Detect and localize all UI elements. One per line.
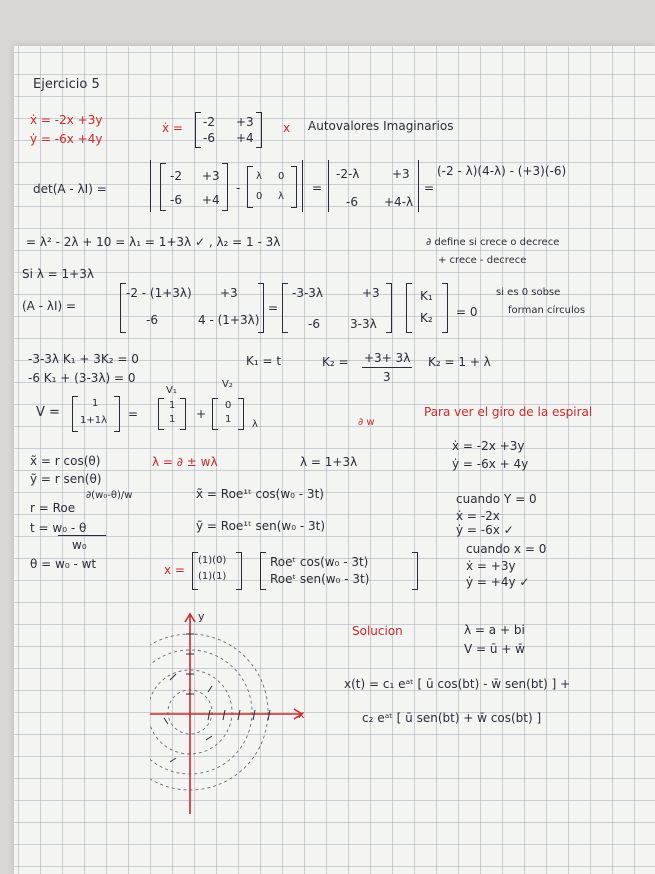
vec-eq: =	[128, 407, 139, 421]
det2-12: +3	[392, 167, 410, 181]
case-lambda: Si λ = 1+3λ	[22, 267, 94, 281]
det-a21: -6	[170, 193, 182, 207]
v1-bracket	[180, 398, 186, 430]
det-bar-right	[302, 160, 303, 212]
lambda-21: 0	[256, 191, 263, 202]
fraction-line	[58, 535, 106, 536]
lambda-11: λ	[256, 171, 262, 182]
det-eq: =	[312, 181, 323, 195]
x-axis-label: x	[298, 708, 305, 721]
spiral-curves	[150, 634, 268, 790]
x-ticks	[208, 710, 270, 720]
growth-note-2: + crece - decrece	[438, 255, 527, 266]
matrix-bracket-left	[195, 112, 201, 148]
k1-value: K₁ = t	[246, 354, 282, 368]
v2-bracket	[238, 398, 244, 430]
vec-a1: 1	[92, 398, 99, 409]
polar-r-exp: ∂(w₀-θ)/w	[86, 490, 133, 501]
case-eq0: = 0	[456, 305, 478, 319]
field-arrow	[164, 718, 168, 724]
k-bracket	[406, 283, 412, 333]
det-lhs: det(A - λI) =	[33, 182, 107, 196]
polar-t: t = w₀ - θ	[30, 521, 87, 535]
case-p12: +3	[220, 286, 238, 300]
v1-label: V₁	[166, 385, 177, 396]
polar-y: ỹ = r sen(θ)	[30, 472, 102, 486]
field-arrow	[170, 758, 176, 762]
solution-lambda: λ = a + bi	[464, 623, 525, 637]
case2-bracket	[282, 283, 288, 333]
case-lhs: (A - λI) =	[22, 299, 77, 313]
det-eq2: =	[424, 181, 435, 195]
matsol-m2: (1)(1)	[198, 571, 227, 582]
matsol-x: x =	[164, 563, 185, 577]
v2-bracket	[212, 398, 218, 430]
det-result: (-2 - λ)(4-λ) - (+3)(-6)	[437, 164, 567, 178]
field-arrow	[206, 736, 212, 740]
v2-c2: 1	[225, 414, 232, 425]
polar-t-den: w₀	[72, 538, 87, 552]
vec-bracket	[114, 396, 120, 432]
matsol-row1: Roeᵗ cos(w₀ - 3t)	[270, 555, 369, 569]
v2-lambda: λ	[252, 419, 258, 430]
det2-11: -2-λ	[336, 167, 360, 181]
spiral-title: Para ver el giro de la espiral	[424, 405, 593, 419]
matsol-bracket	[236, 552, 242, 590]
vec-plus: +	[196, 407, 207, 421]
k2: K₂	[420, 311, 433, 325]
k2-num: +3+ 3λ	[364, 351, 411, 365]
det-minus: -	[236, 181, 241, 195]
y-axis-label: y	[198, 610, 205, 623]
k1: K₁	[420, 289, 433, 303]
case-note1: si es 0 sobse	[496, 287, 561, 298]
det-bracket	[222, 163, 228, 211]
matsol-bracket2	[260, 552, 266, 590]
case-p21: -6	[146, 313, 158, 327]
det-bar-left	[150, 160, 151, 212]
check-case2b: ẏ = +4y ✓	[466, 575, 530, 589]
v2-label: V₂	[222, 379, 233, 390]
lambda-value: λ = 1+3λ	[300, 455, 358, 469]
lambda-complex: λ = ∂ ± wλ	[152, 455, 218, 469]
lambda-22: λ	[278, 191, 284, 202]
spiral-ring	[150, 650, 252, 774]
k-bracket	[442, 283, 448, 333]
char-polynomial: = λ² - 2λ + 10 = λ₁ = 1+3λ ✓ , λ₂ = 1 - 3λ	[26, 235, 281, 249]
y-solution: ỹ = Roe¹ᵗ sen(w₀ - 3t)	[196, 519, 325, 533]
fraction-line	[362, 367, 412, 368]
case-bracket	[258, 283, 264, 333]
check-case1b: ẏ = -6x ✓	[456, 523, 514, 537]
det2-bar-right	[418, 160, 419, 212]
exercise-title: Ejercicio 5	[33, 77, 100, 92]
matrix-a11: -2	[203, 115, 215, 129]
check-case2: cuando x = 0	[466, 542, 547, 556]
x-solution: x̃ = Roe¹ᵗ cos(w₀ - 3t)	[196, 487, 324, 501]
det-bracket	[160, 163, 166, 211]
v2-c1: 0	[225, 400, 232, 411]
det2-22: +4-λ	[384, 195, 414, 209]
check-case1: cuando Y = 0	[456, 492, 537, 506]
solve-row2: -6 K₁ + (3-3λ) = 0	[28, 371, 136, 385]
case-q21: -6	[308, 317, 320, 331]
matsol-bracket2	[412, 552, 418, 590]
case-p22: 4 - (1+3λ)	[198, 313, 260, 327]
x-vector: x	[283, 121, 291, 135]
matsol-row2: Roeᵗ sen(w₀ - 3t)	[270, 572, 370, 586]
v1-b1: 1	[169, 400, 176, 411]
case-q12: +3	[362, 286, 380, 300]
check-case2a: ẋ = +3y	[466, 559, 516, 573]
direction-field	[164, 674, 212, 762]
k2-den: 3	[383, 370, 391, 384]
det-a22: +4	[202, 193, 220, 207]
eigen-note: Autovalores Imaginarios	[308, 119, 454, 133]
system-eq1: ẋ = -2x +3y	[30, 113, 103, 127]
vec-bracket	[72, 396, 78, 432]
case2-bracket	[386, 283, 392, 333]
field-arrow	[208, 686, 212, 692]
solution-label: Solucion	[352, 624, 403, 638]
matrix-bracket-right	[256, 112, 262, 148]
v1-b2: 1	[169, 414, 176, 425]
case-eq: =	[268, 301, 279, 315]
k2-result: K₂ = 1 + λ	[428, 355, 491, 369]
spiral-ring	[150, 670, 232, 754]
case-note2: forman círculos	[508, 305, 586, 316]
system-eq2: ẏ = -6x +4y	[30, 132, 103, 146]
matrix-a21: -6	[203, 131, 215, 145]
lambda-parts: ∂ w	[358, 417, 375, 428]
det-a12: +3	[202, 169, 220, 183]
growth-note: ∂ define si crece o decrece	[426, 237, 560, 248]
solution-v: V = ū + w̄	[464, 642, 525, 656]
det2-21: -6	[346, 195, 358, 209]
case-q11: -3-3λ	[292, 286, 324, 300]
case-q22: 3-3λ	[350, 317, 377, 331]
check-eq2: ẏ = -6x + 4y	[452, 457, 529, 471]
polar-theta: θ = w₀ - wt	[30, 557, 97, 571]
det2-bar-left	[328, 160, 329, 212]
lambda-bracket	[291, 166, 297, 208]
matrix-a12: +3	[236, 115, 254, 129]
matrix-a22: +4	[236, 131, 254, 145]
polar-x: x̃ = r cos(θ)	[30, 454, 101, 468]
check-case1a: ẋ = -2x	[456, 509, 500, 523]
field-arrow	[170, 674, 176, 680]
solve-row1: -3-3λ K₁ + 3K₂ = 0	[28, 352, 139, 366]
v1-bracket	[158, 398, 164, 430]
lambda-12: 0	[278, 171, 285, 182]
det-a11: -2	[170, 169, 182, 183]
phase-portrait	[150, 606, 320, 821]
vec-a2: 1+1λ	[80, 415, 108, 426]
polar-r: r = Roe	[30, 501, 76, 515]
lambda-bracket	[247, 166, 253, 208]
k2-lhs: K₂ =	[322, 355, 349, 369]
xdot-vector: ẋ =	[162, 121, 183, 135]
matsol-m1: (1)(0)	[198, 555, 227, 566]
check-eq1: ẋ = -2x +3y	[452, 439, 525, 453]
solution-x2: c₂ eᵃᵗ [ ū sen(bt) + w̄ cos(bt) ]	[362, 711, 542, 725]
case-p11: -2 - (1+3λ)	[126, 286, 192, 300]
solution-x1: x(t) = c₁ eᵃᵗ [ ū cos(bt) - w̄ sen(bt) ] +	[344, 677, 571, 691]
vector-v: V =	[36, 405, 60, 420]
